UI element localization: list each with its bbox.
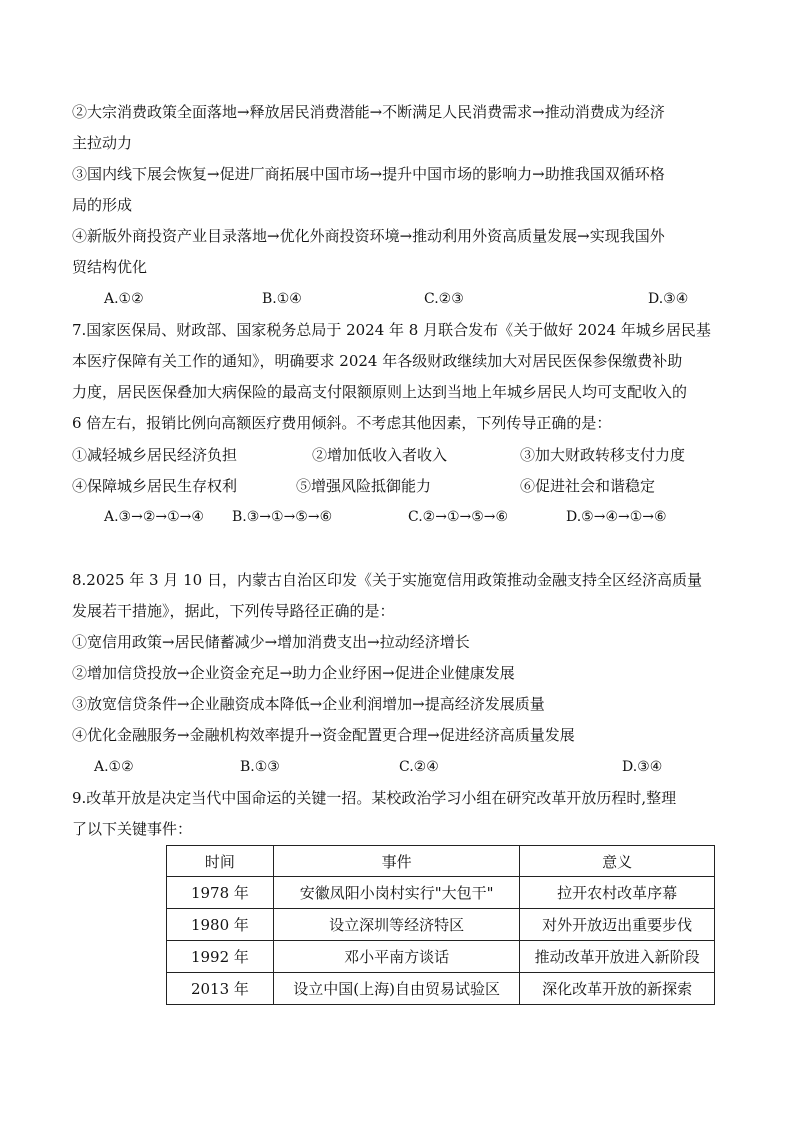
q6-item-3-line-1: ③国内线下展会恢复→促进厂商拓展中国市场→提升中国市场的影响力→助推我国双循环格	[72, 165, 665, 183]
q6-item-2-line-1: ②大宗消费政策全面落地→释放居民消费潜能→不断满足人民消费需求→推动消费成为经济	[72, 103, 665, 121]
table-row	[167, 941, 715, 973]
header-significance: 意义	[520, 846, 715, 877]
q7-stem-line-2: 本医疗保障有关工作的通知》，明确要求 2024 年各级财政继续加大对居民医保参保缴费补助	[72, 352, 683, 370]
cell-event: 邓小平南方谈话	[273, 941, 520, 973]
reform-events-table	[166, 845, 715, 1005]
q7-item-5: ⑤增强风险抵御能力	[296, 477, 432, 495]
q7-stem-line-3: 力度，居民医保叠加大病保险的最高支付限额原则上达到当地上年城乡居民人均可支配收入的	[72, 383, 688, 401]
table-row	[167, 909, 715, 941]
q7-option-a[interactable]: A.③→②→①→④	[104, 509, 204, 525]
header-event: 事件	[273, 846, 520, 877]
q6-option-d[interactable]: D.③④	[648, 291, 689, 307]
cell-time: 1978 年	[167, 877, 274, 909]
q7-option-c[interactable]: C.②→①→⑤→⑥	[408, 509, 509, 525]
cell-significance: 对外开放迈出重要步伐	[520, 909, 715, 941]
cell-significance: 拉开农村改革序幕	[520, 877, 715, 909]
q8-stem-line-2: 发展若干措施》，据此，下列传导路径正确的是：	[72, 602, 395, 620]
q7-item-6: ⑥促进社会和谐稳定	[520, 477, 656, 495]
cell-time: 1992 年	[167, 941, 274, 973]
cell-event: 设立中国(上海)自由贸易试验区	[273, 973, 520, 1005]
q9-stem-line-2: 了以下关键事件：	[72, 820, 193, 838]
q8-option-b[interactable]: B.①③	[240, 759, 280, 775]
table-header-row	[167, 846, 715, 877]
cell-time: 1980 年	[167, 909, 274, 941]
q7-option-b[interactable]: B.③→①→⑤→⑥	[232, 509, 333, 525]
cell-significance: 推动改革开放进入新阶段	[520, 941, 715, 973]
header-time: 时间	[167, 846, 274, 877]
q6-option-c[interactable]: C.②③	[424, 291, 464, 307]
cell-event: 安徽凤阳小岗村实行"大包干"	[273, 877, 520, 909]
cell-event: 设立深圳等经济特区	[273, 909, 520, 941]
q7-stem-line-1: 7.国家医保局、财政部、国家税务总局于 2024 年 8 月联合发布《关于做好 2024 年城乡居民基	[72, 321, 711, 339]
q7-item-4: ④保障城乡居民生存权利	[72, 477, 238, 495]
q6-item-4-line-2: 贸结构优化	[72, 258, 148, 276]
q6-option-b[interactable]: B.①④	[262, 291, 302, 307]
q7-item-1: ①减轻城乡居民经济负担	[72, 446, 238, 464]
table-row	[167, 877, 715, 909]
q6-item-3-line-2: 局的形成	[72, 196, 133, 214]
q8-option-c[interactable]: C.②④	[399, 759, 439, 775]
q8-item-2: ②增加信贷投放→企业资金充足→助力企业纾困→促进企业健康发展	[72, 664, 515, 682]
q8-option-d[interactable]: D.③④	[622, 759, 663, 775]
q7-item-2: ②增加低收入者收入	[312, 446, 448, 464]
cell-significance: 深化改革开放的新探索	[520, 973, 715, 1005]
q8-option-a[interactable]: A.①②	[94, 759, 134, 775]
q8-item-3: ③放宽信贷条件→企业融资成本降低→企业利润增加→提高经济发展质量	[72, 695, 545, 713]
cell-time: 2013 年	[167, 973, 274, 1005]
q8-stem-line-1: 8.2025 年 3 月 10 日，内蒙古自治区印发《关于实施宽信用政策推动金融支持全区经济高质量	[72, 571, 702, 589]
q9-stem-line-1: 9.改革开放是决定当代中国命运的关键一招。某校政治学习小组在研究改革开放历程时,整理	[72, 789, 677, 807]
table-row	[167, 973, 715, 1005]
q7-option-d[interactable]: D.⑤→④→①→⑥	[566, 509, 667, 525]
q6-item-2-line-2: 主拉动力	[72, 134, 133, 152]
q6-option-a[interactable]: A.①②	[104, 291, 144, 307]
q7-item-3: ③加大财政转移支付力度	[520, 446, 686, 464]
q7-stem-line-4: 6 倍左右，报销比例向高额医疗费用倾斜。不考虑其他因素，下列传导正确的是：	[72, 414, 612, 432]
q8-item-1: ①宽信用政策→居民储蓄减少→增加消费支出→拉动经济增长	[72, 633, 470, 651]
q6-item-4-line-1: ④新版外商投资产业目录落地→优化外商投资环境→推动利用外资高质量发展→实现我国外	[72, 227, 665, 245]
q8-item-4: ④优化金融服务→金融机构效率提升→资金配置更合理→促进经济高质量发展	[72, 726, 575, 744]
